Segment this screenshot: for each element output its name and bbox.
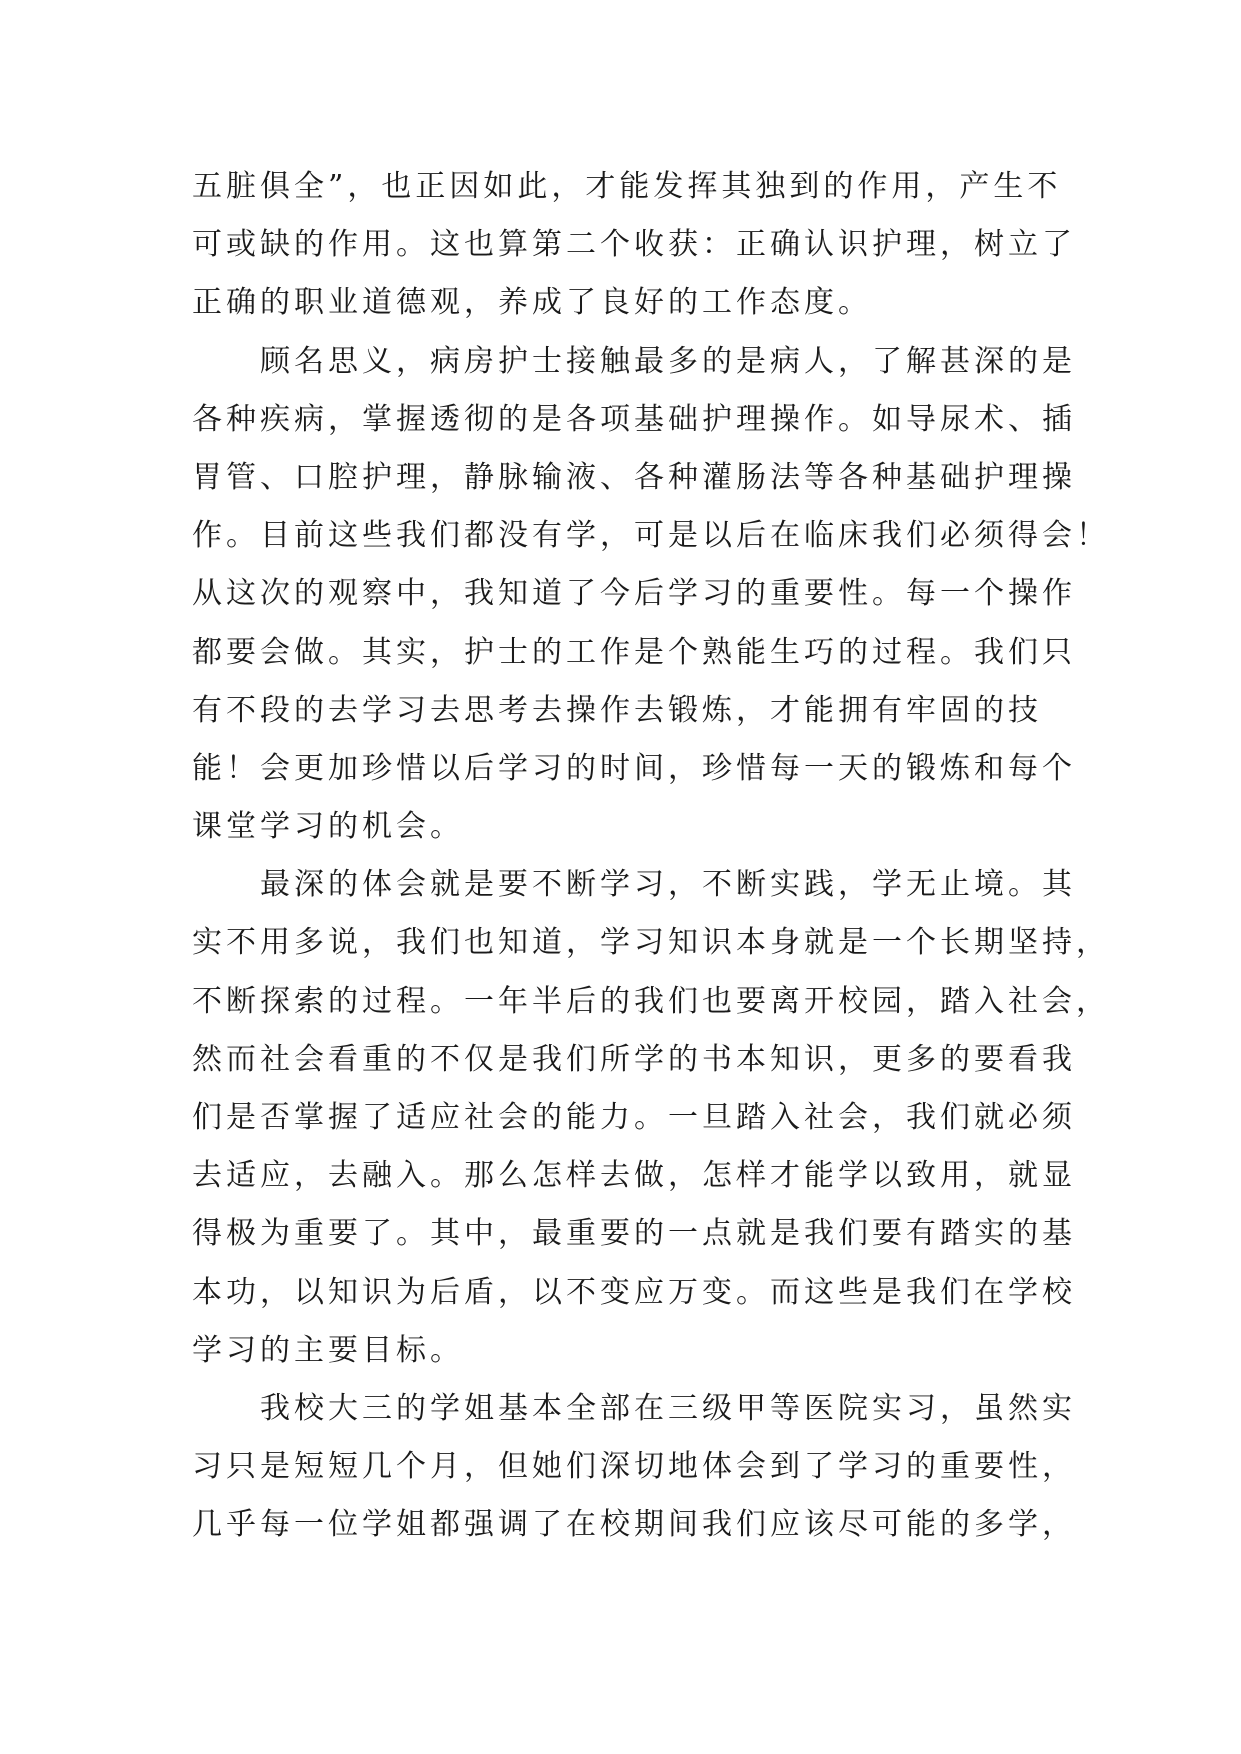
- text-line: 课堂学习的机会。: [192, 809, 464, 845]
- document-body: [192, 158, 1110, 1555]
- text-line: 正确的职业道德观，养成了良好的工作态度。: [192, 285, 872, 321]
- text-line: 然而社会看重的不仅是我们所学的书本知识，更多的要看我: [192, 1041, 1076, 1077]
- text-line: 不断探索的过程。一年半后的我们也要离开校园，踏入社会，: [192, 983, 1110, 1019]
- text-line: 能！会更加珍惜以后学习的时间，珍惜每一天的锻炼和每个: [192, 750, 1076, 786]
- text-line: 可或缺的作用。这也算第二个收获：正确认识护理，树立了: [192, 227, 1076, 263]
- text-line: 去适应，去融入。那么怎样去做，怎样才能学以致用，就显: [192, 1158, 1076, 1194]
- text-line: 们是否掌握了适应社会的能力。一旦踏入社会，我们就必须: [192, 1100, 1076, 1135]
- text-line: 得极为重要了。其中，最重要的一点就是我们要有踏实的基: [192, 1216, 1076, 1252]
- text-line: 作。目前这些我们都没有学，可是以后在临床我们必须得会！: [192, 518, 1110, 554]
- paragraph-2: [192, 333, 1110, 857]
- text-line: 胃管、口腔护理，静脉输液、各种灌肠法等各种基础护理操: [192, 459, 1076, 495]
- text-line: 本功，以知识为后盾，以不变应万变。而这些是我们在学校: [192, 1274, 1076, 1310]
- paragraph-3: [192, 856, 1110, 1380]
- text-line: 习只是短短几个月，但她们深切地体会到了学习的重要性，: [192, 1449, 1076, 1485]
- text-line: 从这次的观察中，我知道了今后学习的重要性。每一个操作: [192, 576, 1076, 612]
- text-line: 顾名思义，病房护士接触最多的是病人，了解甚深的是: [192, 343, 1076, 379]
- text-line: 学习的主要目标。: [192, 1332, 464, 1368]
- text-line: 都要会做。其实，护士的工作是个熟能生巧的过程。我们只: [192, 634, 1076, 670]
- text-line: 五脏俱全”，也正因如此，才能发挥其独到的作用，产生不: [192, 169, 1062, 204]
- text-line: 我校大三的学姐基本全部在三级甲等医院实习，虽然实: [192, 1390, 1076, 1426]
- text-line: 实不用多说，我们也知道，学习知识本身就是一个长期坚持，: [192, 925, 1110, 961]
- paragraph-1: [192, 158, 1076, 333]
- text-line: 各种疾病，掌握透彻的是各项基础护理操作。如导尿术、插: [192, 401, 1076, 437]
- paragraph-4: [192, 1380, 1076, 1555]
- text-line: 几乎每一位学姐都强调了在校期间我们应该尽可能的多学，: [192, 1507, 1076, 1543]
- text-line: 最深的体会就是要不断学习，不断实践，学无止境。其: [192, 867, 1076, 903]
- text-line: 有不段的去学习去思考去操作去锻炼，才能拥有牢固的技: [192, 692, 1042, 728]
